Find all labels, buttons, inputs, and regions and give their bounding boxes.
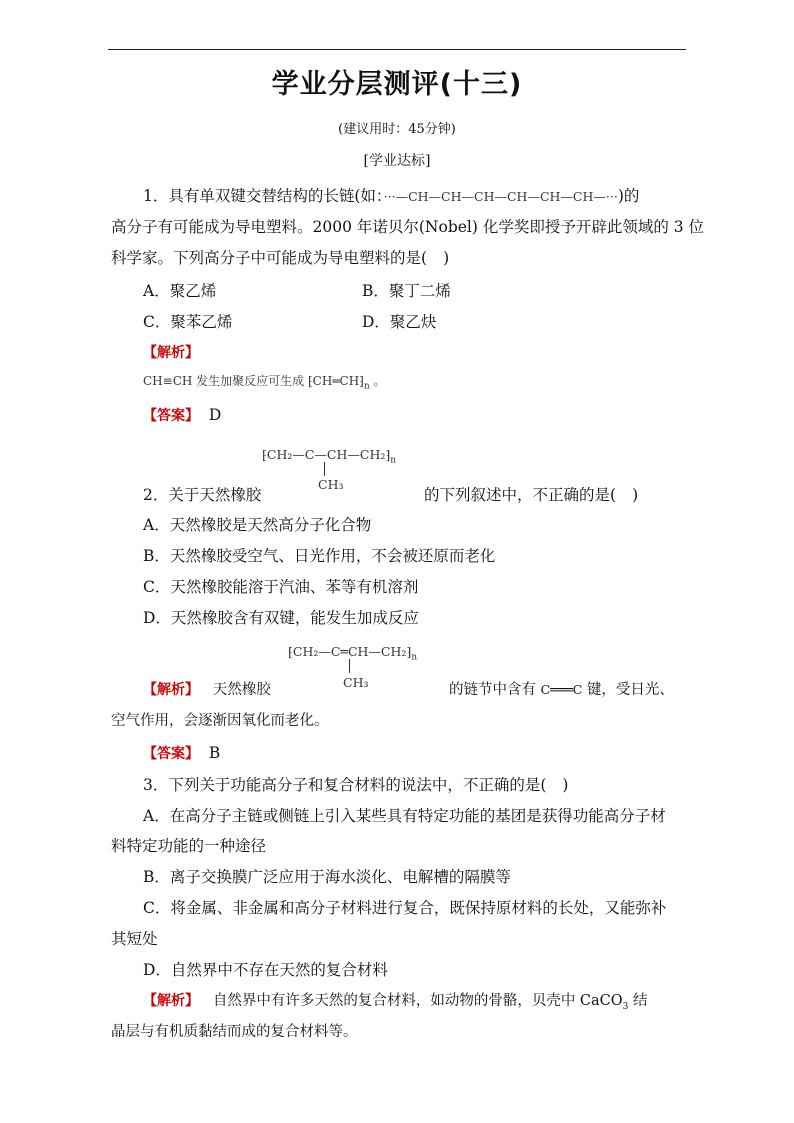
q3-analysis-b: 结: [628, 993, 648, 1009]
header-rule: [108, 49, 686, 50]
q2-analysis-line1: [143, 680, 271, 700]
q2-analysis-label: 【解析】: [143, 682, 199, 698]
q3-option-a-line2: 料特定功能的一种途径: [111, 837, 267, 855]
q1-paren-close: ): [443, 249, 450, 267]
q2-analysis-line2: 空气作用，会逐渐因氧化而老化。: [111, 713, 329, 729]
time-note: (建议用时：45分钟): [338, 122, 456, 137]
q2-analysis-b: 的链节中含有: [449, 682, 536, 698]
q2-option-b: B．天然橡胶受空气、日光作用，不会被还原而老化: [143, 547, 496, 565]
q3-analysis-label: 【解析】: [143, 993, 199, 1009]
q1-chain-formula: ···—CH—CH—CH—CH—CH—CH—···: [383, 189, 618, 204]
q3-option-c-line1: C．将金属、非金属和高分子材料进行复合，既保持原材料的长处，又能弥补: [143, 899, 667, 917]
q2-formula-bond: [324, 462, 325, 476]
q2-answer-label: 【答案】: [143, 746, 199, 762]
q3-analysis-line2: 晶层与有机质黏结而成的复合材料等。: [111, 1024, 358, 1040]
q2-stem-b-text: 的下列叙述中，不正确的是(: [424, 486, 617, 504]
q2-analysis-formula-bond: [349, 659, 350, 673]
q2-answer-value: B: [208, 744, 221, 762]
q2-analysis-a: 天然橡胶: [212, 682, 271, 698]
q1-option-b: B．聚丁二烯: [362, 282, 451, 300]
q1-answer-value: D: [208, 406, 222, 424]
q3-analysis-sub: 3: [622, 1001, 629, 1012]
q3-option-a-line1: A．在高分子主链或侧链上引入某些具有特定功能的基团是获得功能高分子材: [143, 807, 666, 825]
q2-analysis-formula-n: n: [411, 652, 418, 663]
q2-analysis-formula-main: ⁅CH₂—C═CH—CH₂⁆: [288, 644, 412, 659]
q2-option-c: C．天然橡胶能溶于汽油、苯等有机溶剂: [143, 578, 419, 596]
q1-stem-line3: [111, 248, 449, 268]
q1-analysis-label: 【解析】: [143, 345, 199, 361]
q2-analysis-c: 键，受日光、: [586, 682, 674, 698]
q2-analysis-formula: [288, 644, 417, 663]
q3-paren-close: ): [562, 776, 569, 794]
q1-stem-line3-text: 科学家。下列高分子中可能成为导电塑料的是(: [111, 249, 428, 267]
q1-stem-b: )的: [617, 187, 640, 205]
q2-formula: [262, 447, 396, 466]
q3-stem-text: 3．下列关于功能高分子和复合材料的说法中，不正确的是(: [143, 776, 547, 794]
q1-stem-a: 1．具有单双键交替结构的长链(如：: [143, 187, 384, 205]
q1-option-a: A．聚乙烯: [143, 282, 217, 300]
q2-analysis-line1b: [449, 680, 674, 700]
q2-paren-close: ): [632, 486, 639, 504]
q3-analysis-line1: [143, 991, 648, 1017]
q1-analysis-text: CH≡CH 发生加聚反应可生成: [143, 374, 308, 388]
q2-stem-a: 2．关于天然橡胶: [143, 486, 262, 504]
q1-analysis-polymer: ⁅CH═CH⁆: [307, 374, 364, 388]
q2-stem-b: [424, 485, 638, 505]
q2-option-a: A．天然橡胶是天然高分子化合物: [143, 516, 372, 534]
q3-option-b: B．离子交换膜广泛应用于海水淡化、电解槽的隔膜等: [143, 868, 511, 886]
q1-stem-line1: [143, 186, 639, 207]
q1-analysis-end: 。: [369, 374, 386, 388]
page-title: 学业分层测评(十三): [271, 69, 523, 100]
q3-analysis-a: 自然界中有许多天然的复合材料，如动物的骨骼，贝壳中 CaCO: [212, 993, 623, 1009]
q2-answer: [143, 743, 220, 764]
q3-stem: [143, 775, 568, 795]
q2-analysis-formula-branch: CH₃: [343, 675, 369, 690]
q1-analysis-polymer-n: n: [363, 381, 370, 392]
q1-answer: [143, 405, 221, 426]
q1-stem-line2: 高分子有可能成为导电塑料。2000 年诺贝尔(Nobel) 化学奖即授予开辟此领域的 3 位: [111, 218, 705, 236]
section-heading: [学业达标]: [363, 153, 431, 169]
q1-option-d: D．聚乙炔: [362, 313, 437, 331]
q2-option-d: D．天然橡胶含有双键，能发生加成反应: [143, 609, 419, 627]
q2-formula-branch: CH₃: [318, 477, 344, 492]
q1-option-c: C．聚苯乙烯: [143, 313, 233, 331]
q2-formula-main: ⁅CH₂—C—CH—CH₂⁆: [262, 447, 391, 462]
q1-analysis: [143, 372, 386, 391]
q3-option-c-line2: 其短处: [111, 930, 158, 948]
q1-answer-label: 【答案】: [143, 408, 199, 424]
q2-formula-n: n: [390, 455, 397, 466]
q2-analysis-bond: C═══C: [540, 682, 583, 697]
q3-option-d: D．自然界中不存在天然的复合材料: [143, 961, 388, 979]
